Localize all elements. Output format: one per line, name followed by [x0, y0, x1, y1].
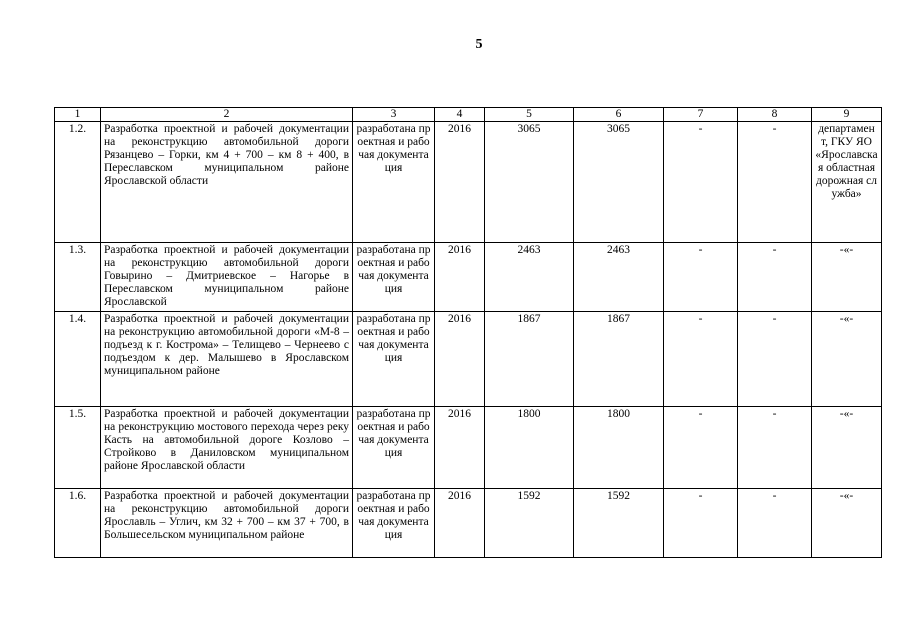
- item-amount-col7: -: [664, 407, 738, 489]
- item-executor: -«-: [812, 407, 882, 489]
- column-number-row: [55, 108, 882, 122]
- item-amount-regional: 1592: [574, 489, 664, 558]
- item-executor: -«-: [812, 243, 882, 312]
- item-description: Разработка проектной и рабочей документации на реконструкцию автомобильной дороги Ярославль – Углич, км 32 + 700 – км 37 + 700, в Большесельском муниципальном районе: [101, 489, 353, 558]
- column-number: 4: [435, 108, 485, 122]
- item-amount-col7: -: [664, 122, 738, 243]
- table-row: [55, 122, 882, 243]
- item-amount-col7: -: [664, 489, 738, 558]
- table-row: [55, 489, 882, 558]
- item-amount-regional: 1867: [574, 312, 664, 407]
- item-result: разработана проектная и рабочая документация: [353, 407, 435, 489]
- item-amount-total: 3065: [485, 122, 574, 243]
- item-result: разработана проектная и рабочая документация: [353, 122, 435, 243]
- item-number: 1.3.: [55, 243, 101, 312]
- column-number: 2: [101, 108, 353, 122]
- item-description: Разработка проектной и рабочей документации на реконструкцию автомобильной дороги «М-8 – подъезд к г. Кострома» – Телищево – Чернеево с подъездом к дер. Малышево в Ярославском муниципальном районе: [101, 312, 353, 407]
- item-number: 1.4.: [55, 312, 101, 407]
- item-description: Разработка проектной и рабочей документации на реконструкцию автомобильной дороги Рязанцево – Горки, км 4 + 700 – км 8 + 400, в Переславском муниципальном районе Ярославской области: [101, 122, 353, 243]
- item-amount-total: 1800: [485, 407, 574, 489]
- item-amount-total: 2463: [485, 243, 574, 312]
- item-year: 2016: [435, 489, 485, 558]
- item-amount-regional: 3065: [574, 122, 664, 243]
- column-number: 8: [738, 108, 812, 122]
- item-result: разработана проектная и рабочая документация: [353, 243, 435, 312]
- column-number: 9: [812, 108, 882, 122]
- item-amount-total: 1592: [485, 489, 574, 558]
- table-row: [55, 243, 882, 312]
- item-year: 2016: [435, 122, 485, 243]
- item-year: 2016: [435, 243, 485, 312]
- item-amount-regional: 2463: [574, 243, 664, 312]
- item-amount-regional: 1800: [574, 407, 664, 489]
- item-amount-col7: -: [664, 312, 738, 407]
- item-result: разработана проектная и рабочая документация: [353, 489, 435, 558]
- item-description: Разработка проектной и рабочей документации на реконструкцию мостового перехода через реку Касть на автомобильной дороге Козлово – Стройково в Даниловском муниципальном районе Ярославской области: [101, 407, 353, 489]
- column-number: 5: [485, 108, 574, 122]
- item-number: 1.5.: [55, 407, 101, 489]
- table-row: [55, 312, 882, 407]
- item-description: Разработка проектной и рабочей документации на реконструкцию автомобильной дороги Говырино – Дмитриевское – Нагорье в Переславском муниципальном районе Ярославской: [101, 243, 353, 312]
- item-number: 1.2.: [55, 122, 101, 243]
- item-executor: -«-: [812, 312, 882, 407]
- item-amount-col8: -: [738, 243, 812, 312]
- item-year: 2016: [435, 312, 485, 407]
- item-amount-col8: -: [738, 312, 812, 407]
- item-amount-total: 1867: [485, 312, 574, 407]
- item-result: разработана проектная и рабочая документация: [353, 312, 435, 407]
- item-executor: -«-: [812, 489, 882, 558]
- item-amount-col7: -: [664, 243, 738, 312]
- item-amount-col8: -: [738, 407, 812, 489]
- item-amount-col8: -: [738, 122, 812, 243]
- item-number: 1.6.: [55, 489, 101, 558]
- item-year: 2016: [435, 407, 485, 489]
- table-row: [55, 407, 882, 489]
- column-number: 6: [574, 108, 664, 122]
- program-table: [54, 107, 882, 558]
- item-amount-col8: -: [738, 489, 812, 558]
- page-number: 5: [475, 37, 483, 52]
- column-number: 1: [55, 108, 101, 122]
- column-number: 3: [353, 108, 435, 122]
- column-number: 7: [664, 108, 738, 122]
- item-executor: департамент, ГКУ ЯО «Ярославская областная дорожная служба»: [812, 122, 882, 243]
